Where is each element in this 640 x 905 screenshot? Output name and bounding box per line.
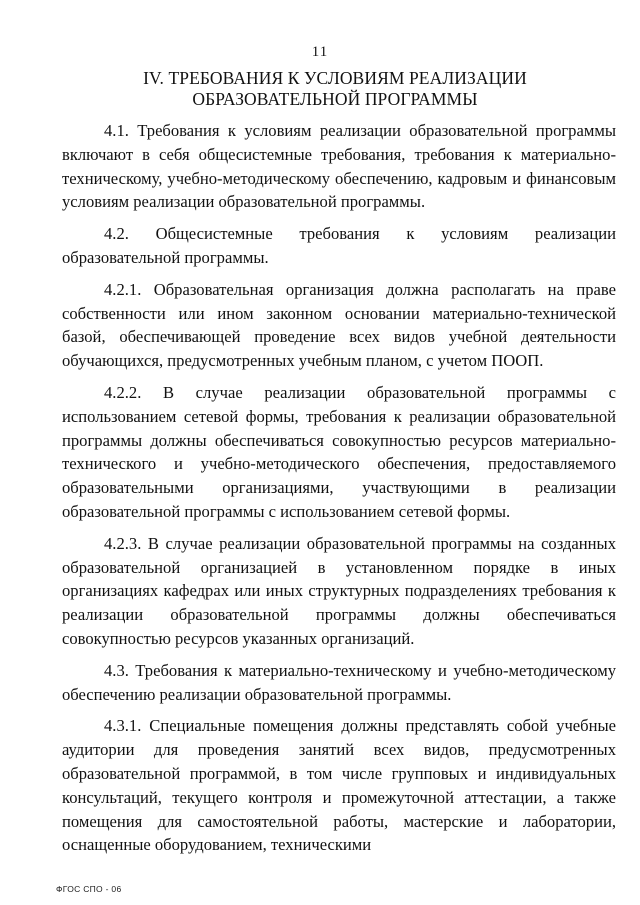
document-body xyxy=(62,119,616,865)
paragraph-4-2-2: 4.2.2. В случае реализации образовательной программы с использованием сетевой формы, требования к реализации образовательной программы должны обеспечиваться совокупностью ресурсов материально-технического и учебно-методического обеспечения, предоставляемого образовательными организациями, участвующими в реализации образовательной программы с использованием сетевой формы. xyxy=(62,382,616,521)
paragraph-4-1: 4.1. Требования к условиям реализации образовательной программы включают в себя общесистемные требования, требования к материально-техническому, учебно-методическому обеспечению, кадровым и финансовым условиям реализации образовательной программы. xyxy=(62,121,616,212)
page-footer: ФГОС СПО - 06 xyxy=(56,884,122,894)
page-number: 11 xyxy=(311,44,329,60)
paragraph-4-2: 4.2. Общесистемные требования к условиям реализации образовательной программы. xyxy=(62,224,616,267)
paragraph-4-3: 4.3. Требования к материально-техническому и учебно-методическому обеспечению реализации образовательной программы. xyxy=(62,660,616,704)
paragraph-4-3-1: 4.3.1. Специальные помещения должны представлять собой учебные аудитории для проведения занятий всех видов, предусмотренных образовательной программой, в том числе групповых и индивидуальных консультаций, текущего контроля и промежуточной аттестации, а также помещения для самостоятельной работы, мастерские и лаборатории, оснащенные оборудованием, техническими xyxy=(62,716,616,855)
paragraph-4-2-3: 4.2.3. В случае реализации образовательной программы на созданных образовательной организацией в установленном порядке в иных организациях кафедрах или иных структурных подразделениях требования к реализации образовательной программы должны обеспечиваться совокупностью ресурсов указанных организаций. xyxy=(62,533,616,648)
paragraph-4-2-1: 4.2.1. Образовательная организация должна располагать на праве собственности или ином законном основании материально-технической базой, обеспечивающей проведение всех видов учебной деятельности обучающихся, предусмотренных учебным планом, с учетом ПООП. xyxy=(62,279,616,371)
section-heading: IV. ТРЕБОВАНИЯ К УСЛОВИЯМ РЕАЛИЗАЦИИ ОБРАЗОВАТЕЛЬНОЙ ПРОГРАММЫ xyxy=(143,68,527,109)
